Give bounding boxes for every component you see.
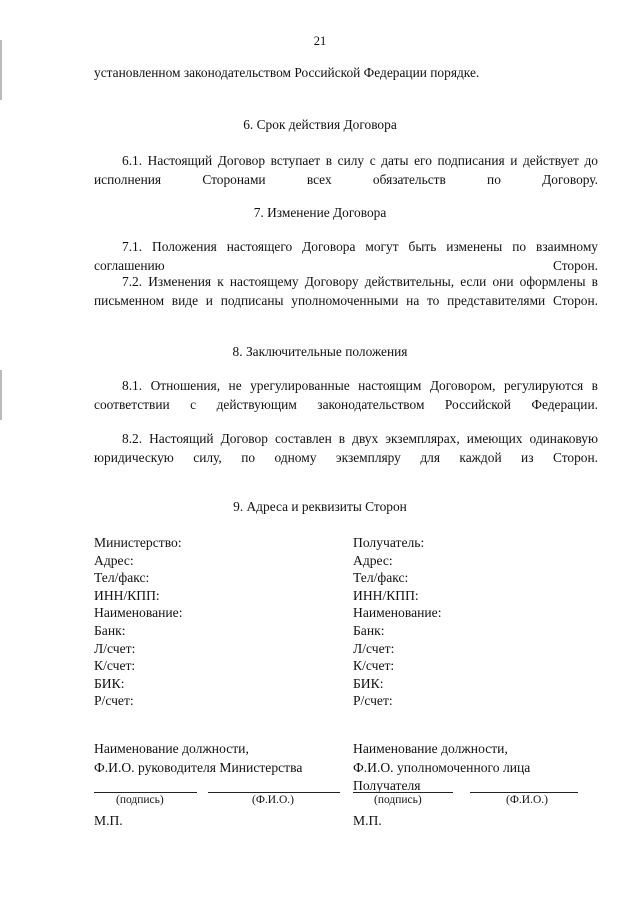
left-signatory — [94, 740, 344, 777]
correspondent-account-label: К/счет: — [94, 658, 136, 674]
section-9-heading: 9. Адреса и реквизиты Сторон — [233, 499, 407, 514]
left-signature-line — [94, 792, 197, 793]
inn-kpp-label: ИНН/КПП: — [94, 587, 160, 603]
settlement-account-label: Р/счет: — [94, 693, 134, 709]
right-name-caption: (Ф.И.О.) — [506, 794, 548, 806]
left-position-line: Наименование должности, — [94, 741, 249, 756]
bank-label: Банк: — [94, 622, 126, 638]
section-8-heading: 8. Заключительные положения — [232, 344, 408, 359]
recipient-label: Получатель: — [353, 535, 425, 550]
phone-fax-label: Тел/факс: — [94, 570, 150, 586]
right-name-line-blank — [470, 792, 578, 793]
right-position-line: Наименование должности, — [353, 741, 508, 756]
intro-line: установленном законодательством Российской Федерации порядке. — [94, 65, 480, 80]
right-signature-line — [353, 792, 453, 793]
personal-account-label: Л/счет: — [353, 640, 395, 656]
scan-edge-mark — [0, 40, 2, 100]
right-signatory — [353, 740, 603, 796]
left-name-line: Ф.И.О. руководителя Министерства — [94, 759, 303, 775]
personal-account-label: Л/счет: — [94, 640, 136, 656]
settlement-account-label: Р/счет: — [353, 693, 393, 709]
scan-edge-mark — [0, 370, 2, 420]
left-signature-caption: (подпись) — [116, 794, 164, 806]
left-name-line-blank — [208, 792, 340, 793]
bik-label: БИК: — [94, 675, 125, 691]
left-name-caption: (Ф.И.О.) — [252, 794, 294, 806]
address-label: Адрес: — [94, 552, 134, 568]
section-6-heading: 6. Срок действия Договора — [243, 117, 397, 132]
section-7-heading: 7. Изменение Договора — [253, 205, 387, 220]
left-seal-place: М.П. — [94, 813, 123, 828]
paragraph-7-2: 7.2. Изменения к настоящему Договору действительны, если они оформлены в письменном виде и подписаны уполномоченными на то представителями Сторон. — [94, 274, 598, 308]
paragraph-8-1: 8.1. Отношения, не урегулированные настоящим Договором, регулируются в соответствии с действующим законодательством Российской Федерации. — [94, 378, 598, 412]
name-label: Наименование: — [94, 605, 183, 621]
right-party-requisites — [353, 534, 613, 710]
name-label: Наименование: — [353, 605, 442, 621]
bank-label: Банк: — [353, 622, 385, 638]
paragraph-6-1: 6.1. Настоящий Договор вступает в силу с даты его подписания и действует до исполнения Сторонами всех обязательств по Договору. — [94, 153, 598, 187]
left-party-requisites — [94, 534, 354, 710]
right-signature-caption: (подпись) — [374, 794, 422, 806]
address-label: Адрес: — [353, 552, 393, 568]
paragraph-7-1: 7.1. Положения настоящего Договора могут быть изменены по взаимному соглашению Сторон. — [94, 239, 598, 273]
right-seal-place: М.П. — [353, 813, 382, 828]
right-name-line: Ф.И.О. уполномоченного лица — [353, 759, 531, 775]
correspondent-account-label: К/счет: — [353, 658, 395, 674]
right-name-line-2: Получателя — [353, 778, 421, 793]
paragraph-8-2: 8.2. Настоящий Договор составлен в двух экземплярах, имеющих одинаковую юридическую силу, по одному экземпляру для каждой из Сторон. — [94, 431, 598, 465]
phone-fax-label: Тел/факс: — [353, 570, 409, 586]
page-number: 21 — [313, 34, 327, 48]
inn-kpp-label: ИНН/КПП: — [353, 587, 419, 603]
ministry-label: Министерство: — [94, 535, 182, 550]
bik-label: БИК: — [353, 675, 384, 691]
